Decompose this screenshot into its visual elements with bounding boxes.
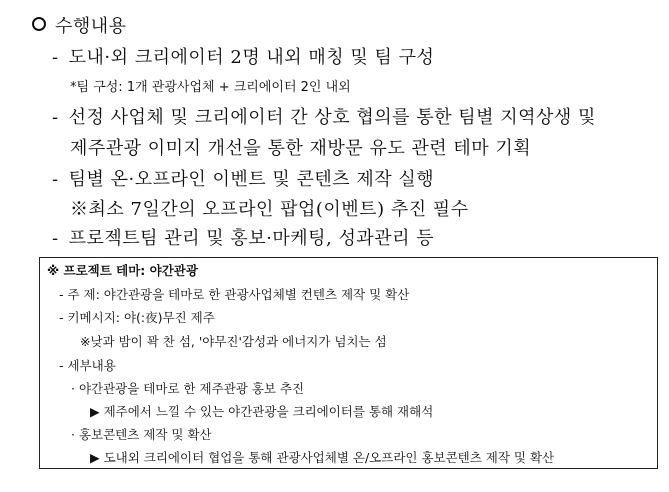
dash-marker: - [52, 47, 59, 68]
list-item [52, 169, 434, 191]
theme-line: · 야간관광을 테마로 한 제주관광 홍보 추진 [71, 381, 305, 396]
list-item-text: 팀별 온·오프라인 이벤트 및 콘텐츠 제작 실행 [68, 169, 435, 190]
dash-marker: - [52, 169, 59, 190]
list-item-text: 선정 사업체 및 크리에이터 간 상호 협의를 통한 팀별 지역상생 및 [68, 107, 596, 128]
list-item-text: 도내·외 크리에이터 2명 내외 매칭 및 팀 구성 [68, 47, 435, 68]
theme-box-title: ※ 프로젝트 테마: 야간관광 [47, 263, 198, 278]
list-note: ※최소 7일간의 오프라인 팝업(이벤트) 추진 필수 [70, 199, 469, 220]
list-note: *팀 구성: 1개 관광사업체 + 크리에이터 2인 내외 [70, 80, 351, 95]
theme-line: ※낮과 밤이 꽉 찬 섬, '야무진'감성과 에너지가 넘치는 섬 [80, 334, 387, 349]
section-heading [32, 16, 127, 38]
list-item [52, 107, 596, 129]
theme-line: ▶ 도내외 크리에이터 협업을 통해 관광사업체별 온/오프라인 홍보콘텐츠 제작 및 확산 [90, 450, 555, 465]
theme-line: - 키메시지: 야(:夜)무진 제주 [59, 310, 215, 325]
list-item-continuation: 제주관광 이미지 개선을 통한 재방문 유도 관련 테마 기획 [70, 138, 532, 159]
section-title: 수행내용 [55, 16, 127, 37]
dash-marker: - [52, 107, 59, 128]
list-item [52, 47, 434, 69]
list-item-text: 프로젝트팀 관리 및 홍보·마케팅, 성과관리 등 [68, 228, 435, 249]
theme-box [39, 257, 658, 469]
list-item [52, 228, 434, 250]
circle-bullet-icon [32, 17, 46, 31]
theme-line: - 세부내용 [59, 358, 116, 373]
theme-line: - 주 제: 야간관광을 테마로 한 관광사업체별 컨텐츠 제작 및 확산 [59, 287, 410, 302]
theme-line: · 홍보콘텐츠 제작 및 확산 [71, 427, 212, 442]
dash-marker: - [52, 228, 59, 249]
theme-line: ▶ 제주에서 느낄 수 있는 야간관광을 크리에이터를 통해 재해석 [90, 404, 434, 419]
